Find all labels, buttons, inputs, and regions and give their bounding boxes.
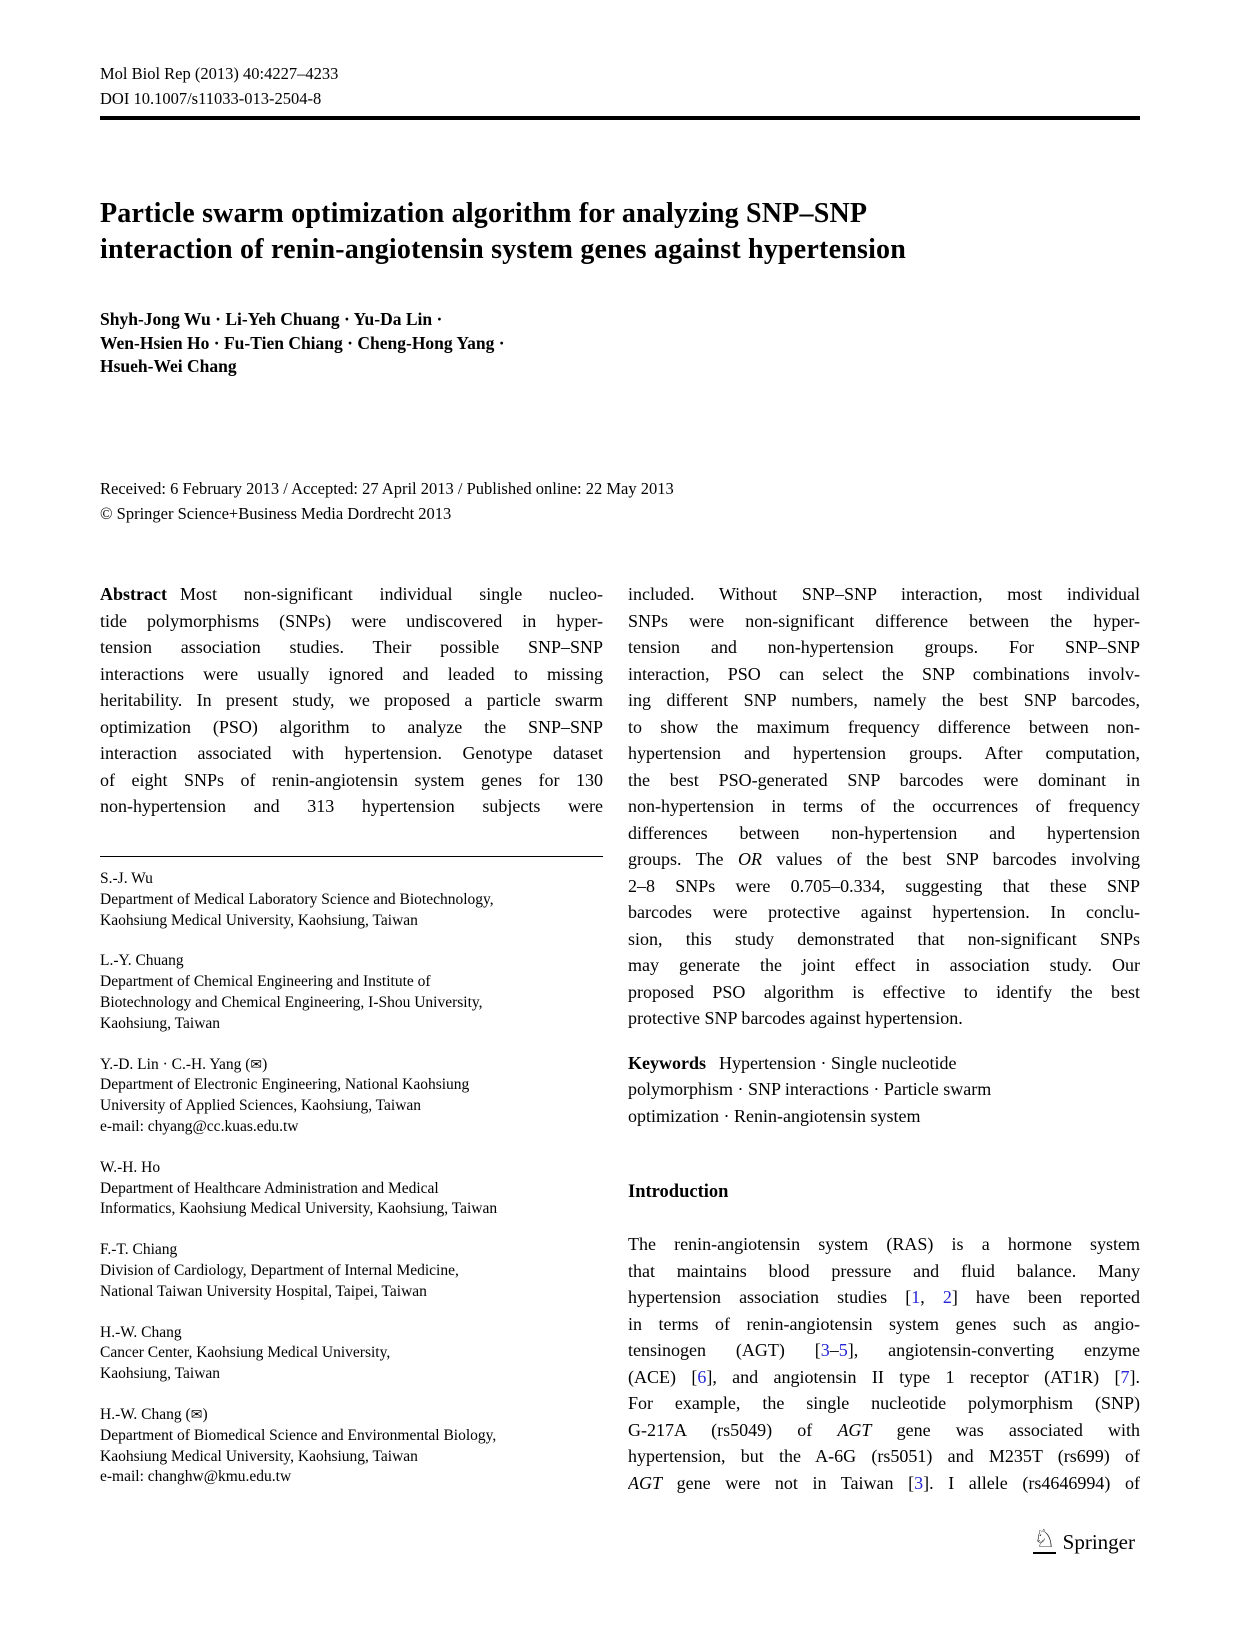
text-line: optimization · Renin-angiotensin system [628, 1105, 921, 1126]
footnote-block [100, 1240, 603, 1302]
text-line: tension and non-hypertension groups. For SNP–SNP [628, 637, 1140, 657]
citation-link[interactable]: 3 [914, 1472, 924, 1493]
text-line: Biotechnology and Chemical Engineering, I-Shou University, [100, 993, 483, 1011]
text-line [628, 1050, 1140, 1077]
text-line: interactions were usually ignored and leaded to missing [100, 663, 603, 684]
text-line: of eight SNPs of renin-angiotensin system genes for 130 [100, 769, 603, 790]
citation-link[interactable]: 5 [838, 1340, 848, 1360]
doi: DOI 10.1007/s11033-013-2504-8 [100, 89, 322, 108]
text-segment: gene were not in Taiwan [ [662, 1472, 915, 1493]
text-line: Hsueh-Wei Chang [100, 356, 237, 376]
text-line: Department of Biomedical Science and Environmental Biology, [100, 1426, 497, 1444]
text-line: hypertension, but the A-6G (rs5051) and M235T (rs699) of [628, 1446, 1140, 1466]
text-segment: AGT [837, 1419, 872, 1440]
text-line: 2–8 SNPs were 0.705–0.334, suggesting that these SNP [628, 875, 1140, 896]
text-line: included. Without SNP–SNP interaction, most individual [628, 584, 1140, 604]
text-segment: gene was associated with [871, 1419, 1140, 1440]
text-segment: H.-W. Chang ( [100, 1405, 191, 1423]
text-line: S.-J. Wu [100, 870, 153, 887]
text-line: University of Applied Sciences, Kaohsiung, Taiwan [100, 1097, 422, 1115]
copyright-line: © Springer Science+Business Media Dordrecht 2013 [100, 504, 452, 523]
text-line [628, 1364, 1140, 1391]
text-line: For example, the single nucleotide polymorphism (SNP) [628, 1393, 1140, 1413]
envelope-icon: ✉ [190, 1406, 203, 1423]
text-line: Department of Chemical Engineering and Institute of [100, 973, 431, 991]
text-line: SNPs were non-significant difference between the hyper- [628, 610, 1140, 631]
text-line: heritability. In present study, we proposed a particle swarm [100, 690, 603, 710]
text-line: interaction, PSO can select the SNP combinations involv- [628, 663, 1140, 684]
citation-link[interactable]: 3 [820, 1340, 830, 1360]
two-column-body [100, 581, 1140, 1508]
text-line: tension association studies. Their possible SNP–SNP [100, 637, 603, 657]
text-line: Shyh-Jong Wu · Li-Yeh Chuang · Yu-Da Lin · [100, 309, 443, 329]
springer-knight-icon: ♘ [1033, 1524, 1056, 1553]
text-line: Wen-Hsien Ho · Fu-Tien Chiang · Cheng-Hong Yang · [100, 332, 505, 353]
springer-logo [1033, 1526, 1135, 1554]
right-column [628, 581, 1140, 1508]
footnote-rule [100, 856, 603, 858]
footnote-block [100, 869, 603, 931]
author-list [100, 308, 800, 379]
text-segment: ], and angiotensin II type 1 receptor (AT1R) [ [706, 1366, 1121, 1387]
introduction-paragraph [628, 1231, 1140, 1496]
text-line: e-mail: changhw@kmu.edu.tw [100, 1468, 292, 1486]
text-segment: values of the best SNP barcodes involving [761, 849, 1140, 869]
abstract-right-part [628, 581, 1140, 1032]
citation-link[interactable]: 1 [911, 1287, 921, 1307]
abstract-label: Abstract [100, 584, 167, 604]
text-segment: ) [202, 1405, 208, 1423]
text-segment: ] have been reported [951, 1287, 1140, 1307]
text-line: Division of Cardiology, Department of Internal Medicine, [100, 1261, 459, 1279]
text-line: interaction associated with hypertension. Genotype dataset [100, 743, 603, 763]
text-line: that maintains blood pressure and fluid balance. Many [628, 1260, 1140, 1281]
text-segment: ]. [1129, 1366, 1140, 1387]
text-segment: hypertension association studies [ [628, 1287, 912, 1307]
text-line [628, 1284, 1140, 1311]
text-line [100, 581, 603, 608]
text-line: optimization (PSO) algorithm to analyze the SNP–SNP [100, 716, 603, 737]
text-line: non-hypertension in terms of the occurrences of frequency [628, 796, 1140, 816]
text-line [628, 1417, 1140, 1444]
text-segment: ]. I allele (rs4646994) of [923, 1472, 1140, 1493]
footnote-block [100, 1158, 603, 1220]
text-line: The renin-angiotensin system (RAS) is a hormone system [628, 1234, 1140, 1254]
abstract-left-part [100, 581, 603, 820]
text-line: proposed PSO algorithm is effective to identify the best [628, 981, 1140, 1002]
text-segment: Most non-significant individual single nucleo- [179, 584, 603, 604]
text-line [100, 1405, 603, 1426]
footnote-block [100, 1055, 603, 1138]
text-segment: ], angiotensin-converting enzyme [847, 1340, 1140, 1360]
text-line: Department of Medical Laboratory Science and Biotechnology, [100, 890, 494, 908]
text-line: Cancer Center, Kaohsiung Medical University, [100, 1344, 391, 1362]
text-line: differences between non-hypertension and hypertension [628, 822, 1140, 843]
left-column [100, 581, 603, 1508]
keywords-block [628, 1050, 1140, 1130]
text-line: e-mail: chyang@cc.kuas.edu.tw [100, 1117, 299, 1135]
text-line: hypertension and hypertension groups. After computation, [628, 743, 1140, 763]
text-segment: Y.-D. Lin · C.-H. Yang ( [100, 1055, 251, 1073]
text-segment: G-217A (rs5049) of [628, 1419, 838, 1440]
header-rule [100, 116, 1140, 120]
text-line: protective SNP barcodes against hypertension. [628, 1008, 963, 1028]
text-segment: Hypertension · Single nucleotide [719, 1052, 957, 1073]
text-segment: OR [737, 849, 762, 869]
text-line [628, 1337, 1140, 1364]
text-segment: , [920, 1287, 943, 1307]
text-line: to show the maximum frequency difference between non- [628, 716, 1140, 737]
text-line: Department of Healthcare Administration and Medical [100, 1179, 439, 1197]
text-line: H.-W. Chang [100, 1323, 182, 1341]
text-line: W.-H. Ho [100, 1158, 161, 1176]
text-segment: tensinogen (AGT) [ [628, 1340, 821, 1360]
text-line: the best PSO-generated SNP barcodes were dominant in [628, 769, 1140, 790]
text-line: Kaohsiung Medical University, Kaohsiung, Taiwan [100, 911, 418, 929]
envelope-icon: ✉ [250, 1056, 263, 1073]
page-header [100, 61, 338, 111]
footnote-block [100, 951, 603, 1034]
text-segment: – [829, 1340, 839, 1360]
article-history [100, 476, 674, 526]
text-line: polymorphism · SNP interactions · Particle swarm [628, 1079, 992, 1099]
text-line: tide polymorphisms (SNPs) were undiscovered in hyper- [100, 610, 603, 631]
text-line [628, 1470, 1140, 1497]
text-line: barcodes were protective against hypertension. In conclu- [628, 902, 1140, 922]
text-line: ing different SNP numbers, namely the best SNP barcodes, [628, 690, 1140, 710]
received-accepted-published: Received: 6 February 2013 / Accepted: 27 April 2013 / Published online: 22 May 2013 [100, 479, 674, 498]
introduction-heading: Introduction [628, 1182, 729, 1202]
text-line: National Taiwan University Hospital, Taipei, Taiwan [100, 1282, 427, 1300]
citation-link[interactable]: 7 [1120, 1366, 1130, 1387]
text-line: in terms of renin-angiotensin system genes such as angio- [628, 1313, 1140, 1334]
text-line: Kaohsiung, Taiwan [100, 1365, 221, 1383]
citation-link[interactable]: 2 [942, 1287, 952, 1307]
text-line [100, 1055, 603, 1076]
text-segment: AGT [628, 1472, 663, 1493]
journal-citation: Mol Biol Rep (2013) 40:4227–4233 [100, 64, 339, 83]
text-line [628, 846, 1140, 873]
text-line: interaction of renin-angiotensin system genes against hypertension [100, 234, 907, 265]
text-segment: groups. The [628, 849, 738, 869]
text-segment: ) [262, 1055, 268, 1073]
text-line: F.-T. Chiang [100, 1241, 178, 1259]
footnote-block [100, 1405, 603, 1488]
text-line: Particle swarm optimization algorithm for analyzing SNP–SNP [100, 198, 868, 229]
author-affiliations [100, 869, 603, 1488]
text-line: Kaohsiung Medical University, Kaohsiung, Taiwan [100, 1447, 418, 1465]
footnote-block [100, 1323, 603, 1385]
text-line: may generate the joint effect in association study. Our [628, 955, 1140, 975]
text-line: Department of Electronic Engineering, National Kaohsiung [100, 1076, 470, 1094]
text-line: Informatics, Kaohsiung Medical University, Kaohsiung, Taiwan [100, 1200, 498, 1218]
citation-link[interactable]: 6 [697, 1366, 707, 1387]
text-line: Kaohsiung, Taiwan [100, 1014, 221, 1032]
text-line: non-hypertension and 313 hypertension subjects were [100, 796, 603, 816]
article-title [100, 196, 1140, 268]
springer-wordmark: Springer [1062, 1529, 1135, 1554]
text-segment: (ACE) [ [628, 1366, 698, 1387]
text-line: sion, this study demonstrated that non-significant SNPs [628, 928, 1140, 949]
keywords-label: Keywords [628, 1052, 706, 1073]
text-line: L.-Y. Chuang [100, 952, 184, 970]
